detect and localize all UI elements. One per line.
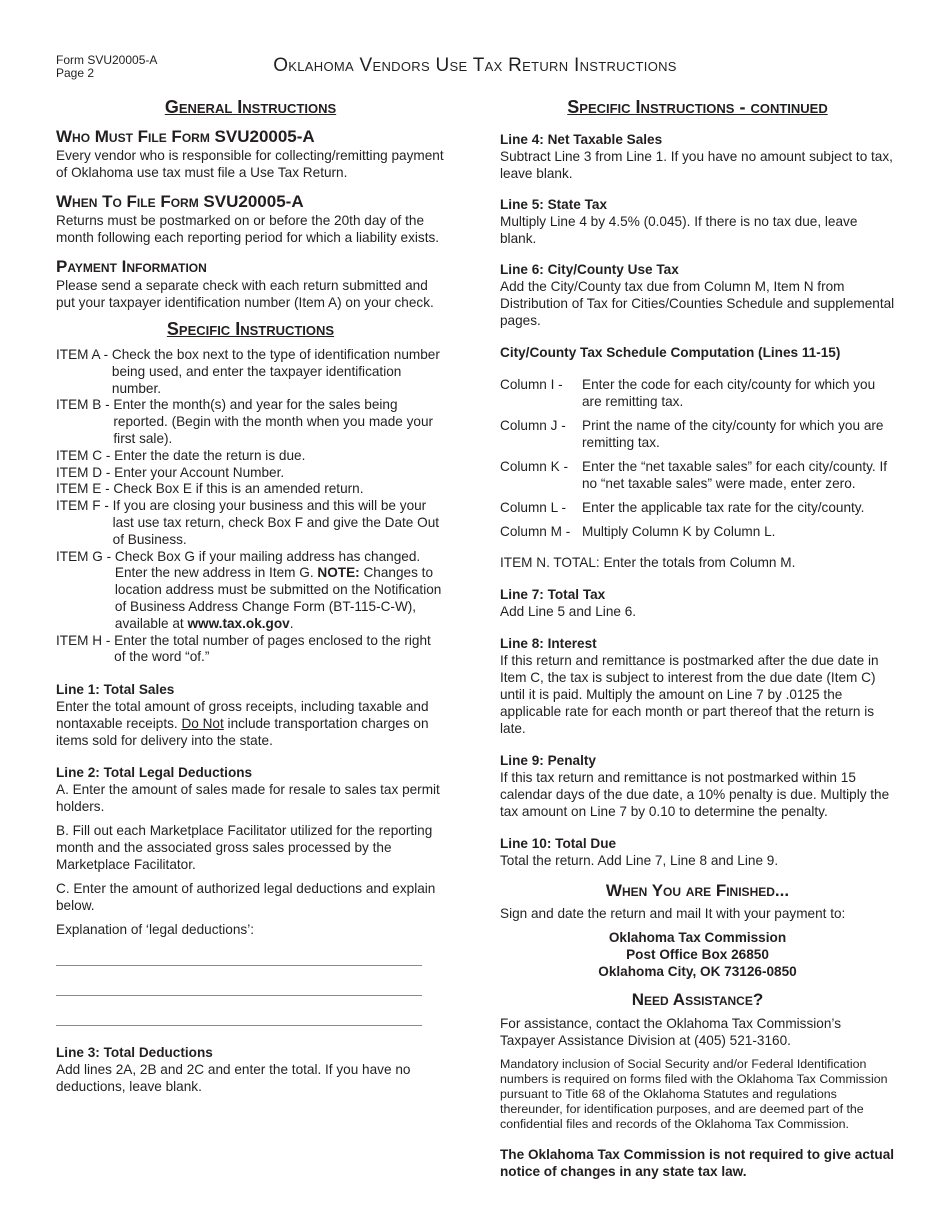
column-text: Enter the code for each city/county for which you are remitting tax. (582, 377, 876, 409)
column-text: Multiply Column K by Column L. (582, 524, 776, 539)
column-label: Column L - (500, 500, 566, 515)
column-list (500, 376, 895, 540)
address-line-3: Oklahoma City, OK 73126-0850 (598, 964, 797, 979)
line1-text (56, 698, 445, 749)
item-text (115, 549, 445, 633)
item-n-text: ITEM N. TOTAL: Enter the totals from Column M. (500, 555, 796, 570)
tax-website-link[interactable]: www.tax.ok.gov (187, 615, 290, 631)
item-g-end: . (289, 615, 294, 631)
need-assistance-heading: Need Assistance? (631, 990, 764, 1009)
line9-text: If this tax return and remittance is not postmarked within 15 calendar days of the due date, a 10% penalty is due. Multiply the tax amount on Line 7 by 0.10 to determine the penalty. (500, 770, 890, 819)
item-d (56, 465, 445, 482)
line5-text: Multiply Line 4 by 4.5% (0.045). If there is no tax due, leave blank. (500, 214, 858, 246)
line3-heading: Line 3: Total Deductions (56, 1045, 213, 1061)
right-column (500, 96, 895, 1180)
column-label: Column K - (500, 459, 568, 474)
page-number: Page 2 (56, 66, 95, 80)
assistance-text: For assistance, contact the Oklahoma Tax Commission’s Taxpayer Assistance Division at (405) 521-3160. (500, 1016, 841, 1048)
line8-heading: Line 8: Interest (500, 636, 597, 651)
explanation-line-1[interactable] (56, 965, 422, 966)
schedule-heading: City/County Tax Schedule Computation (Lines 11-15) (500, 345, 841, 360)
when-finished-text: Sign and date the return and mail It with your payment to: (500, 906, 846, 921)
line10-text: Total the return. Add Line 7, Line 8 and Line 9. (500, 853, 779, 868)
item-text: Check Box E if this is an amended return. (113, 481, 364, 497)
line7-heading: Line 7: Total Tax (500, 587, 606, 602)
page-title: Oklahoma Vendors Use Tax Return Instructions (273, 55, 677, 76)
when-finished-heading: When You are Finished... (605, 881, 790, 900)
column-text: Enter the “net taxable sales” for each city/county. If no “net taxable sales” were made, enter zero. (582, 459, 888, 491)
column-text: Print the name of the city/county for which you are remitting tax. (582, 418, 884, 450)
line2-b-text: B. Fill out each Marketplace Facilitator utilized for the reporting month and the associated gross sales processed by the Marketplace Facilitator. (56, 823, 433, 873)
item-h (56, 633, 445, 667)
item-b (56, 397, 445, 447)
column-l-row (500, 499, 895, 516)
specific-instructions-continued-heading: Specific Instructions - continued (567, 97, 828, 117)
who-must-file-text: Every vendor who is responsible for collecting/remitting payment of Oklahoma use tax must file a Use Tax Return. (56, 148, 444, 180)
column-label: Column J - (500, 418, 566, 433)
general-instructions-heading: General Instructions (164, 97, 337, 117)
explanation-line-3[interactable] (56, 1025, 422, 1026)
item-text: If you are closing your business and this will be your last use tax return, check Box F and give the Date Out of Business. (112, 498, 440, 547)
line4-text: Subtract Line 3 from Line 1. If you have no amount subject to tax, leave blank. (500, 149, 893, 181)
item-g (56, 549, 445, 633)
line3-text: Add lines 2A, 2B and 2C and enter the total. If you have no deductions, leave blank. (56, 1062, 411, 1095)
column-m-row (500, 523, 895, 540)
payment-information-heading: Payment Information (56, 257, 207, 276)
line2-c-text: C. Enter the amount of authorized legal deductions and explain below. (56, 881, 436, 914)
item-g-text-after: Changes to location address must be submitted on the Notification of Business Address Change Form (BT-115-C-W), available at (114, 565, 442, 631)
item-label: ITEM C - (56, 447, 115, 463)
address-line-1: Oklahoma Tax Commission (608, 930, 787, 945)
when-to-file-text: Returns must be postmarked on or before the 20th day of the month following each reporting period for which a liability exists. (56, 213, 440, 245)
specific-instructions-heading: Specific Instructions (166, 319, 335, 339)
line7-text: Add Line 5 and Line 6. (500, 604, 637, 619)
item-text: Enter the month(s) and year for the sales being reported. (Begin with the month when you made your first sale). (113, 397, 434, 446)
column-label: Column M - (500, 524, 571, 539)
item-label: ITEM B - (56, 397, 114, 413)
item-text: Check the box next to the type of identification number being used, and enter the taxpayer identification number. (111, 347, 440, 396)
line6-heading: Line 6: City/County Use Tax (500, 262, 679, 277)
notice-text: The Oklahoma Tax Commission is not required to give actual notice of changes in any state tax law. (500, 1147, 895, 1179)
form-number: Form SVU20005-A (56, 53, 158, 67)
item-list (56, 347, 445, 666)
payment-information-text: Please send a separate check with each return submitted and put your taxpayer identification number (Item A) on your check. (56, 278, 434, 310)
line6-text: Add the City/County tax due from Column M, Item N from Distribution of Tax for Cities/Counties Schedule and supplemental pages. (500, 279, 895, 328)
address-line-2: Post Office Box 26850 (626, 947, 769, 962)
who-must-file-heading: Who Must File Form SVU20005-A (56, 127, 315, 146)
do-not-underline: Do Not (181, 716, 224, 732)
when-to-file-heading: When To File Form SVU20005-A (56, 192, 304, 211)
item-text: Enter the total number of pages enclosed to the right of the word “of.” (114, 632, 431, 665)
line1-heading: Line 1: Total Sales (56, 682, 175, 698)
column-text: Enter the applicable tax rate for the city/county. (582, 500, 865, 515)
item-label: ITEM E - (56, 481, 114, 497)
item-e (56, 481, 445, 498)
column-i-row (500, 376, 895, 410)
item-c (56, 448, 445, 465)
mandatory-inclusion-text: Mandatory inclusion of Social Security and/or Federal Identification numbers is required on forms filed with the Oklahoma Tax Commission pursuant to Title 68 of the Oklahoma Statutes and regulations thereunder, for identification purposes, and are deemed part of the confidential files and records of the Oklahoma Tax Commission. (500, 1057, 888, 1131)
line2-a-text: A. Enter the amount of sales made for resale to sales tax permit holders. (56, 782, 440, 815)
line1-text-after: include transportation charges on items sold for delivery into the state. (56, 716, 429, 749)
line10-heading: Line 10: Total Due (500, 836, 617, 851)
item-f (56, 498, 445, 548)
line5-heading: Line 5: State Tax (500, 197, 608, 212)
item-label: ITEM D - (56, 464, 115, 480)
item-text: Enter the date the return is due. (114, 447, 306, 463)
explanation-label: Explanation of ‘legal deductions’: (56, 922, 254, 938)
item-text: Enter your Account Number. (114, 464, 285, 480)
line1-text-before: Enter the total amount of gross receipts, including taxable and nontaxable receipts. (56, 699, 429, 732)
item-label: ITEM A - (56, 347, 112, 362)
left-column (56, 96, 445, 1095)
line9-heading: Line 9: Penalty (500, 753, 596, 768)
item-a (56, 347, 445, 397)
explanation-line-2[interactable] (56, 995, 422, 996)
note-label: NOTE: (317, 565, 360, 581)
line2-heading: Line 2: Total Legal Deductions (56, 765, 253, 781)
line4-heading: Line 4: Net Taxable Sales (500, 132, 663, 147)
item-g-text-before: Check Box G if your mailing address has changed. Enter the new address in Item G. (114, 548, 421, 581)
column-k-row (500, 458, 895, 492)
line8-text: If this return and remittance is postmarked after the due date in Item C, the tax is subject to interest from the due date (Item C) until it is paid. Multiply the amount on Line 7 by .0125 the applicable rate for each month or part thereof that the return is late. (500, 653, 879, 736)
item-label: ITEM G - (56, 548, 115, 564)
column-j-row (500, 417, 895, 451)
mailing-address (500, 929, 895, 980)
item-label: ITEM H - (56, 632, 115, 648)
item-label: ITEM F - (56, 498, 113, 514)
column-label: Column I - (500, 377, 563, 392)
